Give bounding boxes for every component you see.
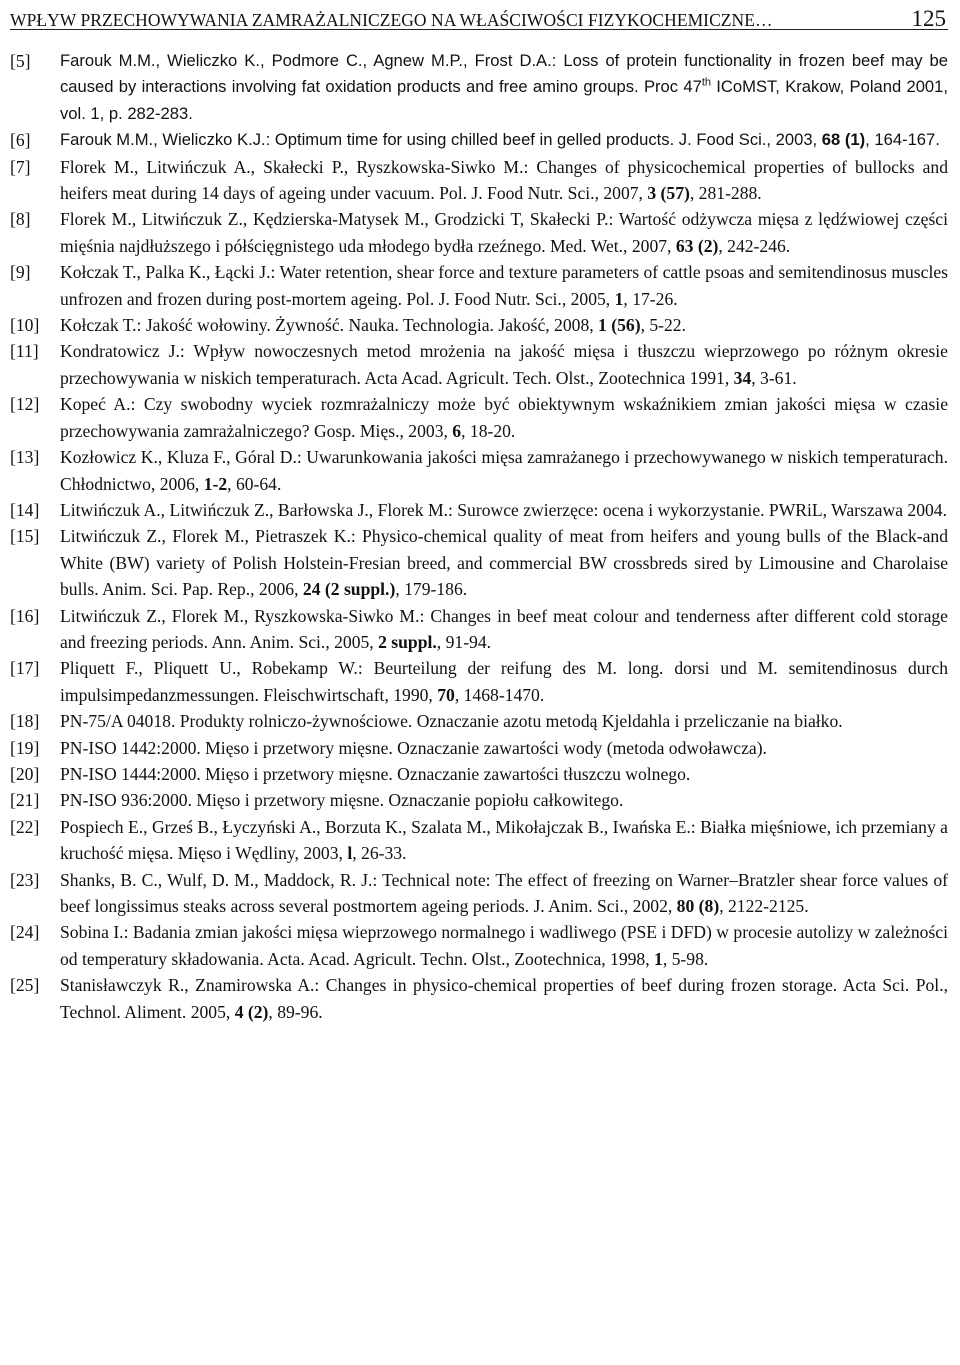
reference-text-segment: PN-ISO 1442:2000. Mięso i przetwory mięsne. Oznaczanie zawartości wody (metoda odwoławcza). [60, 737, 767, 758]
page-number: 125 [911, 6, 946, 31]
reference-volume: 1 (56) [598, 315, 641, 336]
reference-item [10, 312, 948, 338]
reference-text-segment: , 1468-1470. [454, 684, 545, 705]
reference-item [10, 867, 948, 920]
running-title: WPŁYW PRZECHOWYWANIA ZAMRAŻALNICZEGO NA WŁAŚCIWOŚCI FIZYKOCHEMICZNE… [10, 10, 773, 30]
reference-text-segment: Pliquett F., Pliquett U., Robekamp W.: Beurteilung der reifung des M. long. dorsi und M. semitendinosus durch impulsimpedanzmessungen. Fleischwirtschaft, 1990, [60, 658, 948, 705]
reference-volume: 1 [614, 288, 624, 309]
reference-number: [22] [10, 816, 40, 837]
reference-text [60, 655, 948, 708]
reference-text-segment: Farouk M.M., Wieliczko K., Podmore C., Agnew M.P., Frost D.A.: Loss of protein functionality in frozen beef may be caused by interactions involving fat oxidation products and free amino groups. Proc 47 [60, 51, 948, 97]
reference-text [60, 814, 948, 867]
reference-item [10, 523, 948, 602]
reference-text-segment: Litwińczuk Z., Florek M., Ryszkowska-Siwko M.: Changes in beef meat colour and tenderness after different cold storage and freezing periods. Ann. Anim. Sci., 2005, [60, 605, 948, 652]
reference-text [60, 48, 948, 127]
reference-number: [25] [10, 975, 40, 996]
reference-text [60, 444, 948, 497]
reference-item [10, 919, 948, 972]
reference-number: [17] [10, 658, 40, 679]
reference-text-segment: Florek M., Litwińczuk Z., Kędzierska-Matysek M., Grodzicki T, Skałecki P.: Wartość odżywcza mięsa z lędźwiowej części mięśnia najdłuższego i półścięgnistego uda młodego bydła rzeźnego. Med. Wet., 2007, [60, 209, 948, 256]
reference-number: [10] [10, 315, 40, 336]
reference-number: [15] [10, 526, 40, 547]
reference-item [10, 338, 948, 391]
reference-number: [11] [10, 341, 39, 362]
reference-item [10, 972, 948, 1025]
reference-text [60, 338, 948, 391]
reference-volume: 68 (1) [821, 130, 866, 150]
reference-number: [18] [10, 711, 40, 732]
reference-item [10, 497, 948, 523]
reference-volume: 6 [452, 420, 462, 441]
reference-item [10, 787, 948, 813]
reference-text-segment: Kołczak T.: Jakość wołowiny. Żywność. Nauka. Technologia. Jakość, 2008, [60, 315, 599, 336]
reference-text-segment: , 17-26. [623, 288, 678, 309]
reference-number: [20] [10, 763, 40, 784]
reference-text-segment: Pospiech E., Grześ B., Łyczyński A., Borzuta K., Szalata M., Mikołajczak B., Iwańska E.: Białka mięśniowe, ich przemiany a kruchość mięsa. Mięso i Wędliny, 2003, [60, 816, 948, 864]
reference-volume: 1 [654, 948, 663, 969]
reference-volume: 70 [437, 684, 455, 705]
reference-volume: 34 [733, 367, 752, 388]
reference-text [60, 761, 948, 787]
reference-item [10, 708, 948, 734]
reference-volume: 4 (2) [234, 1001, 269, 1022]
reference-item [10, 259, 948, 312]
reference-text [60, 312, 948, 338]
reference-text [60, 391, 948, 444]
reference-number: [6] [10, 130, 31, 151]
reference-text-segment: Kopeć A.: Czy swobodny wyciek rozmrażalniczy może być obiektywnym wskaźnikiem zmian jakości mięsa w czasie przechowywania zamrażalniczego? Gosp. Mięs., 2003, [60, 394, 948, 441]
reference-number: [5] [10, 51, 31, 71]
reference-item [10, 154, 948, 207]
reference-text-segment: , 242-246. [718, 235, 791, 256]
reference-text-segment: Stanisławczyk R., Znamirowska A.: Changes in physico-chemical properties of beef during frozen storage. Acta Sci. Pol., Technol. Aliment. 2005, [60, 975, 948, 1022]
reference-text-segment: ICoMST, Krakow, Poland 2001, vol. 1, p. 282-283. [60, 77, 949, 123]
reference-text-segment: , 91-94. [436, 631, 492, 652]
reference-item [10, 391, 948, 444]
reference-text-segment: , 5-22. [640, 315, 687, 336]
reference-volume: 2 suppl. [378, 631, 437, 652]
reference-text-segment: Kondratowicz J.: Wpływ nowoczesnych metod mrożenia na jakość mięsa i tłuszczu wieprzowego po różnym okresie przechowywania w niskich temperaturach. Acta Acad. Agricult. Tech. Olst., Zootechnica 1991, [60, 341, 948, 388]
reference-item [10, 444, 948, 497]
reference-text-segment: PN-ISO 1444:2000. Mięso i przetwory mięsne. Oznaczanie zawartości tłuszczu wolnego. [60, 763, 691, 784]
reference-text-segment: Shanks, B. C., Wulf, D. M., Maddock, R. J.: Technical note: The effect of freezing on Warner–Bratzler shear force values of beef longissimus steaks across several postmortem ageing periods. J. Anim. Sci., 2002, [60, 869, 948, 916]
reference-text [60, 603, 948, 656]
reference-text-segment: , 164-167. [865, 130, 940, 150]
reference-item [10, 761, 948, 787]
reference-text [60, 206, 948, 259]
reference-text-segment: PN-75/A 04018. Produkty rolniczo-żywnościowe. Oznaczanie azotu metodą Kjeldahla i przeliczanie na białko. [60, 711, 843, 732]
reference-text-segment: , 5-98. [662, 948, 709, 969]
reference-item [10, 735, 948, 761]
reference-text-segment: , 26-33. [352, 843, 407, 864]
reference-text-segment: Kozłowicz K., Kluza F., Góral D.: Uwarunkowania jakości mięsa zamrażanego i przechowywanego w niskich temperaturach. Chłodnictwo, 2006, [60, 447, 948, 494]
reference-text [60, 787, 948, 813]
reference-text-segment: , 281-288. [689, 183, 762, 204]
reference-number: [8] [10, 209, 31, 230]
reference-text-segment: , 3-61. [751, 367, 797, 388]
reference-number: [16] [10, 605, 40, 626]
reference-item [10, 655, 948, 708]
reference-item [10, 814, 948, 867]
reference-volume: 1-2 [203, 473, 228, 494]
reference-text-segment: , 179-186. [395, 579, 468, 600]
reference-number: [24] [10, 922, 40, 943]
reference-text-segment: , 18-20. [461, 420, 516, 441]
reference-text-segment: Kołczak T., Palka K., Łącki J.: Water retention, shear force and texture parameters of cattle psoas and semitendinosus muscles unfrozen and frozen during post-mortem ageing. Pol. J. Food Nutr. Sci., 2005, [60, 262, 948, 309]
reference-text [60, 919, 948, 972]
reference-number: [13] [10, 447, 40, 468]
reference-item [10, 48, 948, 127]
reference-number: [7] [10, 156, 31, 177]
reference-text [60, 523, 948, 602]
reference-text-segment: Sobina I.: Badania zmian jakości mięsa wieprzowego normalnego i wadliwego (PSE i DFD) w procesie autolizy w zależności od temperatury składowania. Acta. Acad. Agricult. Techn. Olst., Zootechnica, 1998, [60, 922, 948, 969]
reference-text-segment: , 89-96. [268, 1001, 323, 1022]
reference-text [60, 708, 948, 734]
running-header [10, 0, 948, 30]
reference-volume: 3 (57) [647, 183, 690, 204]
reference-text [60, 127, 948, 153]
reference-list [10, 48, 948, 1025]
reference-number: [14] [10, 499, 40, 520]
reference-volume: 24 (2 suppl.) [302, 579, 396, 600]
reference-volume: 80 (8) [676, 896, 720, 916]
reference-volume: 63 (2) [675, 235, 719, 256]
reference-text [60, 972, 948, 1025]
reference-text-segment: Litwińczuk A., Litwińczuk Z., Barłowska J., Florek M.: Surowce zwierzęce: ocena i wykorzystanie. PWRiL, Warszawa 2004. [60, 499, 947, 520]
reference-number: [21] [10, 790, 40, 811]
reference-text [60, 735, 948, 761]
reference-text [60, 867, 948, 920]
reference-number: [23] [10, 869, 40, 890]
reference-text [60, 497, 948, 523]
reference-volume: l [347, 843, 353, 864]
reference-text-segment: Litwińczuk Z., Florek M., Pietraszek K.: Physico-chemical quality of meat from heifers and young bulls of the Black-and White (BW) variety of Polish Holstein-Fresian breed, and commercial BW crossbreds sired by Limousine and Charolaise bulls. Anim. Sci. Pap. Rep., 2006, [60, 526, 948, 600]
reference-text [60, 154, 948, 207]
reference-item [10, 127, 948, 153]
reference-text-segment: PN-ISO 936:2000. Mięso i przetwory mięsne. Oznaczanie popiołu całkowitego. [60, 790, 624, 811]
reference-text-segment: Farouk M.M., Wieliczko K.J.: Optimum time for using chilled beef in gelled products. J. Food Sci., 2003, [60, 130, 822, 150]
reference-superscript: th [701, 76, 712, 89]
reference-text-segment: Florek M., Litwińczuk A., Skałecki P., Ryszkowska-Siwko M.: Changes of physicochemical properties of bullocks and heifers meat during 14 days of ageing under vacuum. Pol. J. Food Nutr. Sci., 2007, [60, 156, 948, 204]
reference-text-segment: , 60-64. [227, 473, 282, 494]
reference-number: [12] [10, 394, 40, 415]
reference-item [10, 603, 948, 656]
reference-text [60, 259, 948, 312]
reference-number: [19] [10, 737, 40, 758]
reference-text-segment: , 2122-2125. [719, 896, 809, 916]
reference-item [10, 206, 948, 259]
reference-number: [9] [10, 262, 31, 283]
